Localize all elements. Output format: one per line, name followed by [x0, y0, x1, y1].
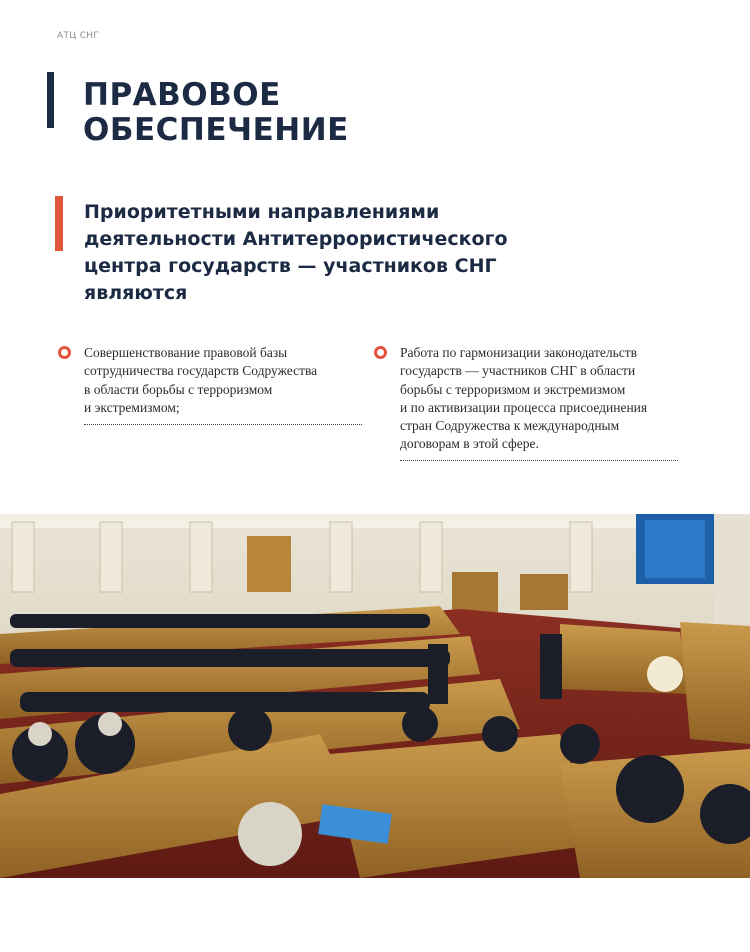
lead-accent-bar — [55, 196, 63, 251]
bullet-line: борьбы с терроризмом и экстремизмом — [400, 381, 626, 397]
bullet-text — [84, 344, 354, 417]
lead-line: Приоритетными направлениями — [84, 201, 440, 223]
bullet-line: стран Содружества к международным — [400, 418, 620, 434]
bullet-line: Работа по гармонизации законодательств — [400, 345, 638, 360]
page-title-line: ПРАВОВОЕ — [83, 77, 281, 113]
page-title-line: ОБЕСПЕЧЕНИЕ — [83, 112, 349, 148]
bullet-line: договорам в этой сфере. — [400, 436, 539, 452]
lead-line: центра государств — участников СНГ — [84, 255, 497, 277]
lead-heading — [84, 199, 624, 307]
bullet-line: государств — участников СНГ в области — [400, 363, 636, 379]
bullet-line: и экстремизмом; — [84, 399, 180, 415]
bullet-text — [400, 344, 685, 454]
lead-line: деятельности Антитеррористического — [84, 228, 508, 250]
bullet-line: и по активизации процесса присоединения — [400, 399, 648, 415]
dotted-divider — [84, 424, 362, 425]
bullet-marker-icon — [58, 346, 71, 359]
bullet-line: Совершенствование правовой базы — [84, 345, 288, 360]
assembly-hall-photo — [0, 514, 750, 878]
page-title — [83, 78, 643, 148]
running-head: АТЦ СНГ — [57, 31, 100, 41]
title-accent-bar — [47, 72, 54, 128]
bullet-marker-icon — [374, 346, 387, 359]
bullet-line: в области борьбы с терроризмом — [84, 381, 273, 397]
lead-line: являются — [84, 282, 188, 304]
dotted-divider — [400, 460, 678, 461]
bullet-line: сотрудничества государств Содружества — [84, 363, 318, 379]
